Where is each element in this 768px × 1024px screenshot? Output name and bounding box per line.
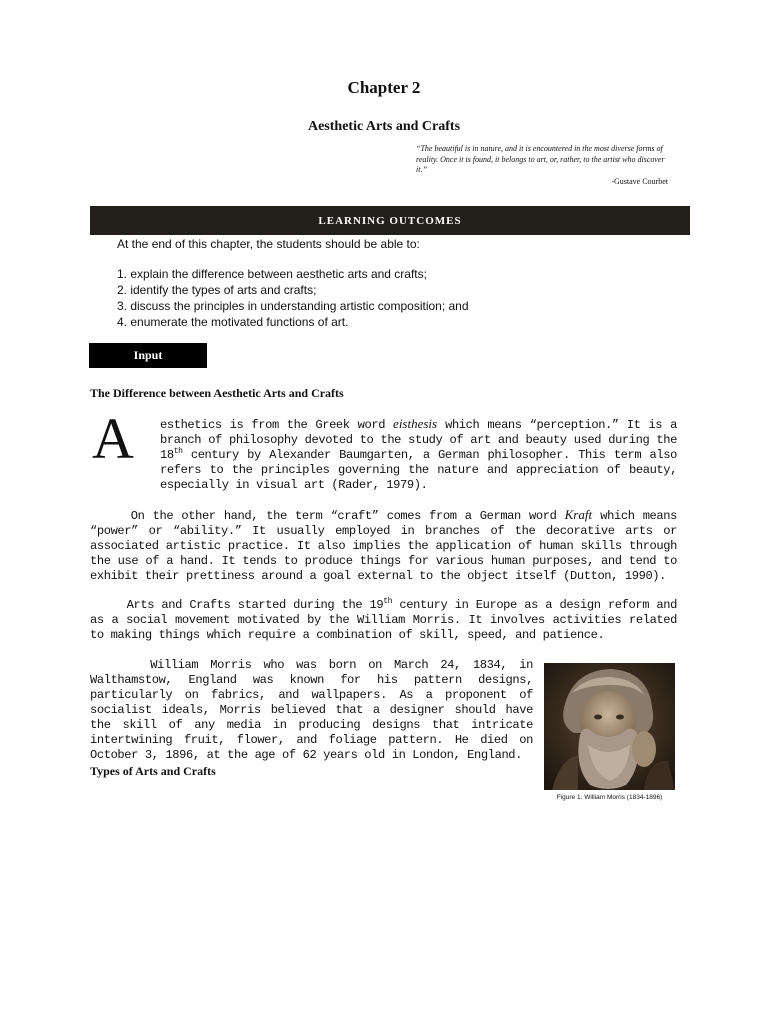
epigraph-quote: “The beautiful is in nature, and it is encountered in the most diverse forms of reality. Once it is found, it belongs to art, or, rather, to the artist who discover it.” [416, 144, 665, 174]
section-heading-difference: The Difference between Aesthetic Arts and Crafts [90, 386, 344, 400]
p1-text-a: esthetics is from the Greek word [160, 418, 394, 432]
p3-text-a: Arts and Crafts started during the 19 [126, 598, 384, 612]
input-section-label [89, 343, 207, 368]
paragraph-aesthetics [90, 416, 677, 493]
p1-emphasis: eisthesis [393, 416, 438, 431]
learning-outcomes-list [117, 266, 469, 330]
p4-text: William Morris who was born on March 24, 1834, in Walthamstow, England was known for his pattern designs, particularly on fabrics, and wallpapers. As a proponent of socialist ideals, Morris believed that a designer should have the skill of any media in producing designs that intricate intertwining fruit, flower, and foliage pattern. He died on October 3, 1896, at the age of 62 years old in London, England. [90, 658, 533, 762]
p1-superscript: th [173, 446, 183, 456]
learning-outcomes-banner [90, 206, 690, 235]
outcome-item: 4. enumerate the motivated functions of art. [117, 315, 349, 329]
p2-emphasis: Kraft [564, 507, 593, 522]
chapter-title: Aesthetic Arts and Crafts [307, 119, 461, 134]
outcome-item: 3. discuss the principles in understanding artistic composition; and [117, 299, 469, 313]
paragraph-william-morris [90, 658, 533, 763]
section-heading-types: Types of Arts and Crafts [90, 764, 216, 778]
epigraph-attribution: -Gustave Courbet [611, 177, 668, 186]
p3-text-b: century in Europe as a design reform and as a social movement motivated by the William Morris. It involves activities related to making things which require a combination of skill, speed, and patience. [90, 598, 677, 642]
paragraph-arts-and-crafts [90, 598, 677, 643]
input-label-text: Input [133, 348, 163, 362]
p2-text-a: On the other hand, the term “craft” comes from a German word [130, 509, 565, 523]
chapter-label: Chapter 2 [347, 78, 421, 97]
p1-text-b: which means “perception.” It is a branch of philosophy devoted to the study of art and beauty used during the 18 [160, 418, 678, 462]
william-morris-portrait [544, 663, 675, 790]
outcome-item: 2. identify the types of arts and crafts; [117, 283, 317, 297]
learning-outcomes-header: LEARNING OUTCOMES [318, 214, 462, 227]
paragraph-craft [90, 507, 677, 584]
learning-outcomes-intro: At the end of this chapter, the students should be able to: [117, 237, 420, 251]
p1-text-c: century by Alexander Baumgarten, a German philosopher. This term also refers to the principles governing the nature and appreciation of beauty, especially in visual art (Rader, 1979). [160, 448, 677, 492]
figure-caption: Figure 1. William Morris (1834-1896) [556, 794, 663, 801]
drop-cap: A [92, 406, 134, 471]
p2-text-b: which means “power” or “ability.” It usually employed in branches of the decorative arts or associated artistic practice. It also implies the application of human skills through the use of a hand. It tends to produce things for various human purposes, and tend to exhibit their prettiness around a goal external to the object itself (Dutton, 1990). [90, 509, 677, 583]
outcome-item: 1. explain the difference between aesthetic arts and crafts; [117, 267, 427, 281]
p3-superscript: th [383, 596, 393, 606]
